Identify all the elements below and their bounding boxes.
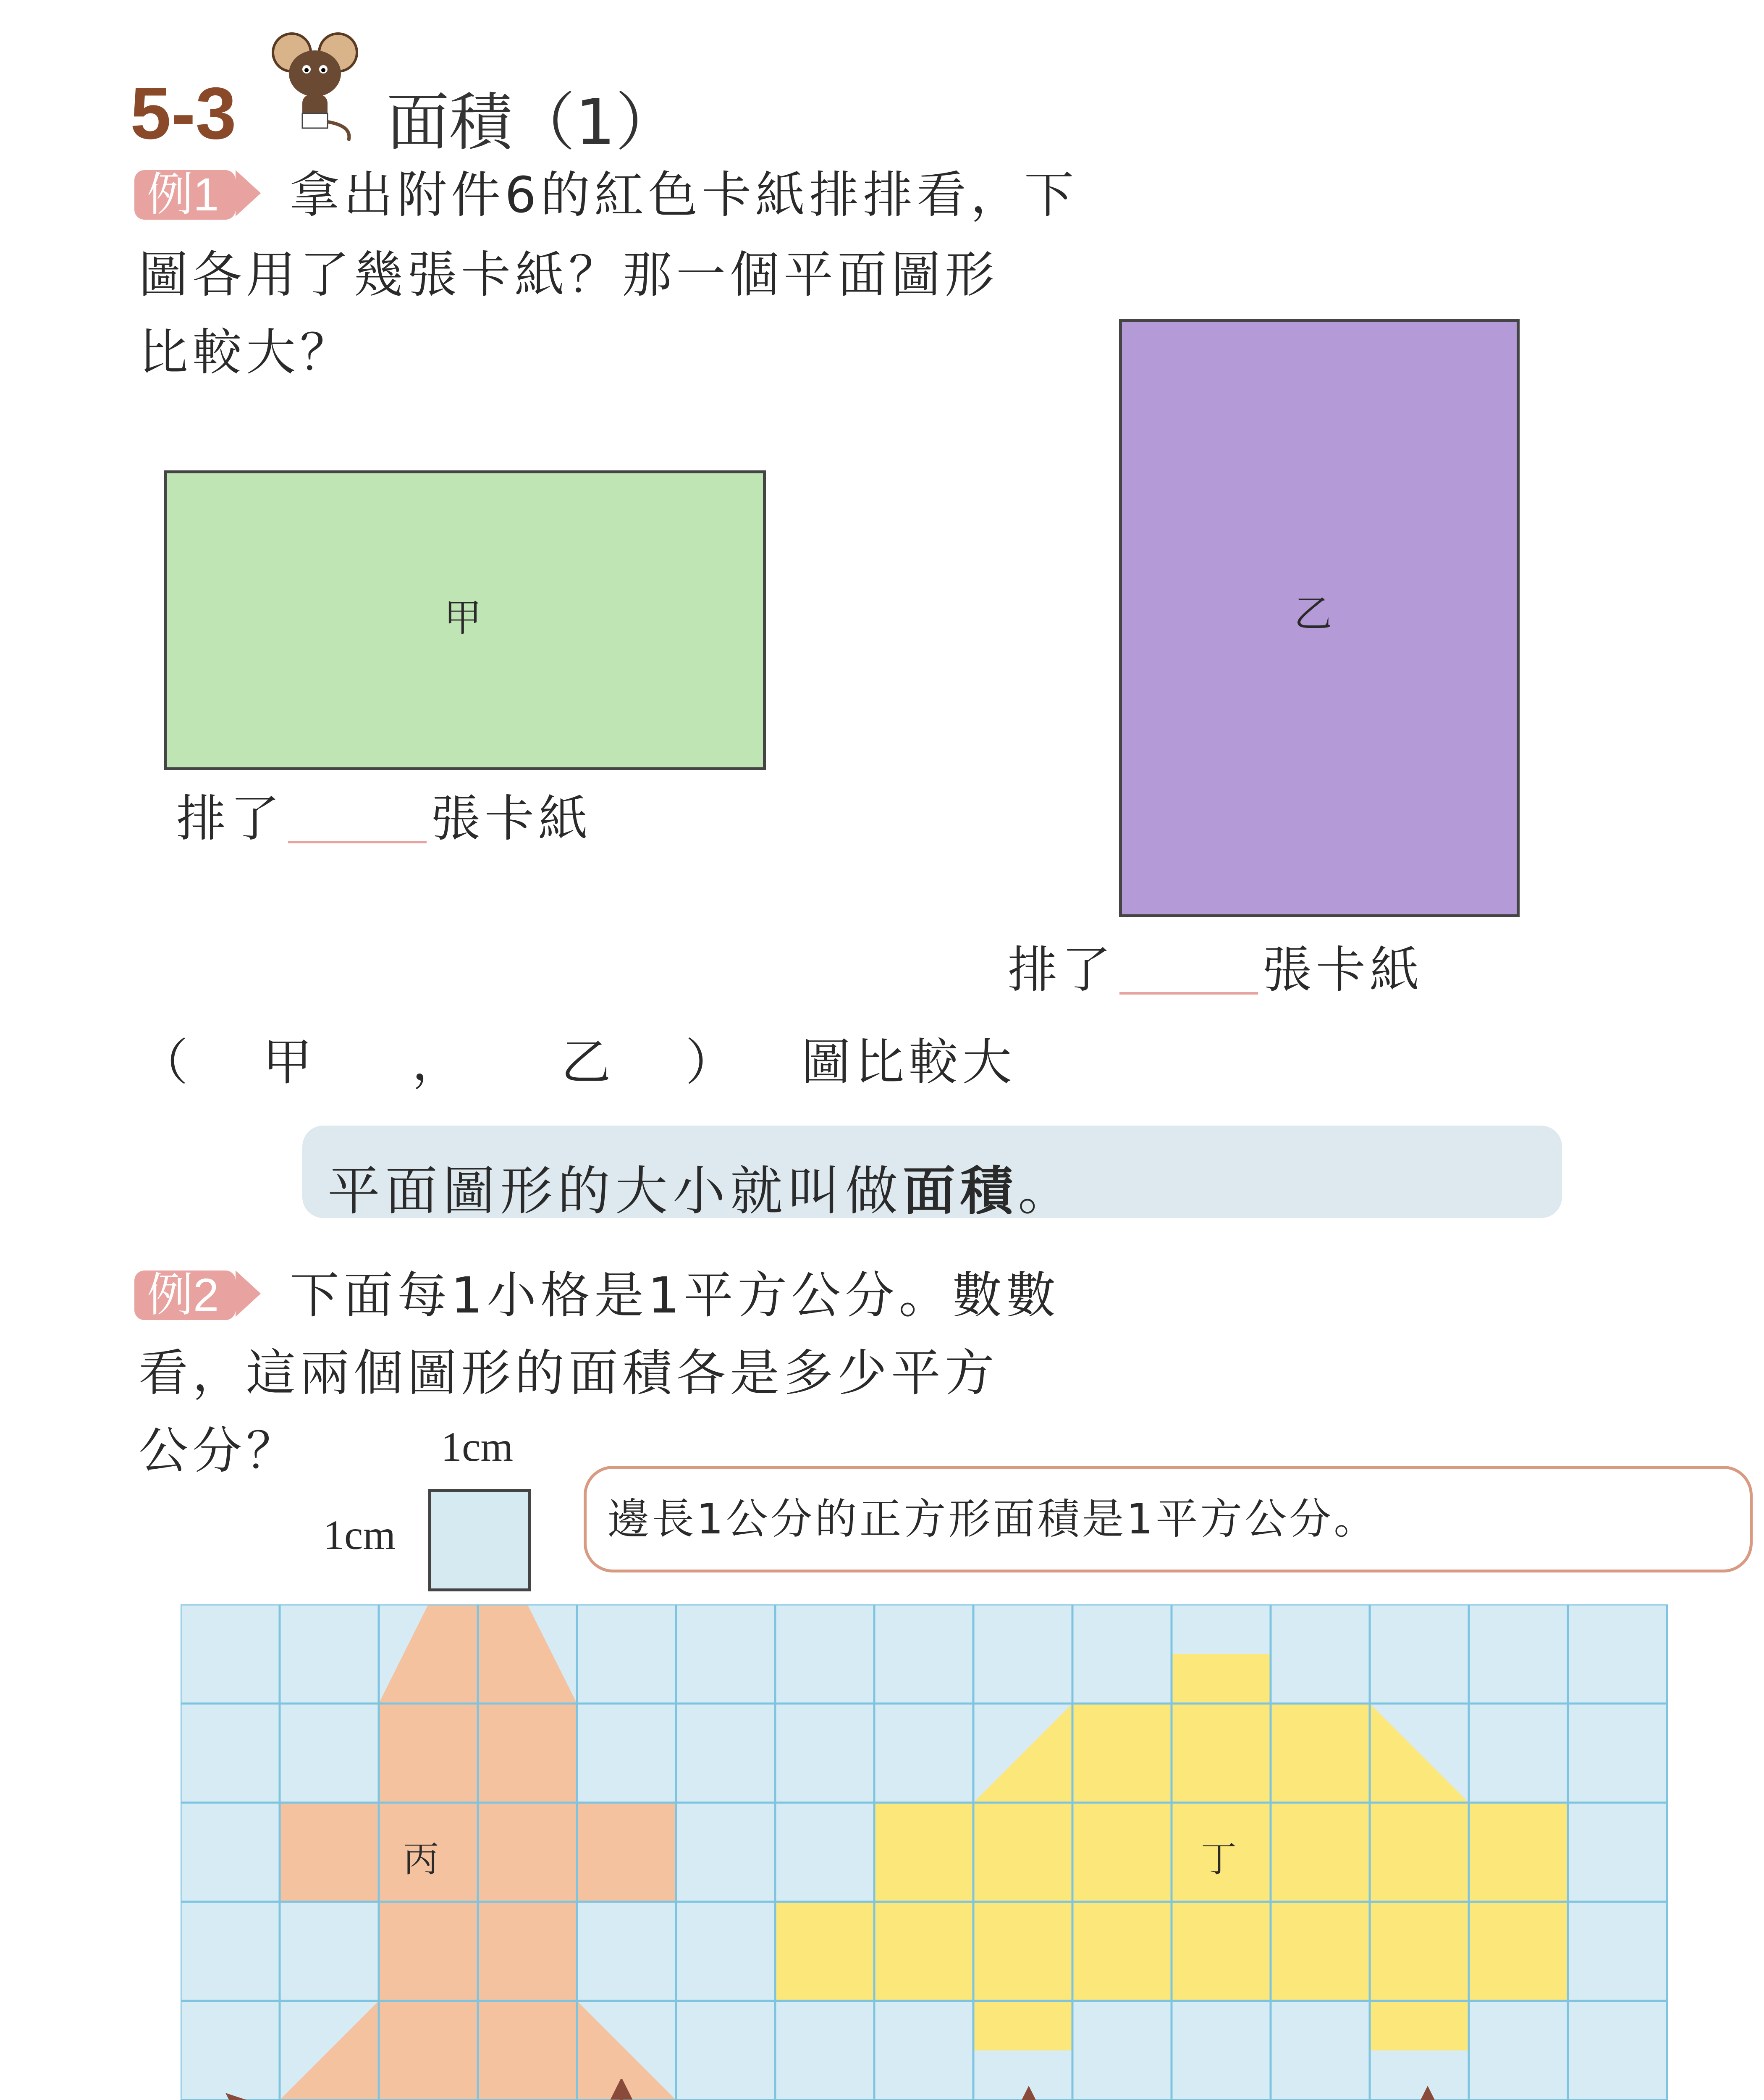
example-2-question-line-3: 公分？ — [139, 1422, 300, 1480]
section-title: 面積（1） — [386, 86, 679, 159]
shape-ding-label: 丁 — [1201, 1839, 1237, 1880]
compare-choice-line — [139, 1033, 1016, 1091]
mouse-mascot-icon — [269, 29, 361, 143]
shape-yi-rectangle — [1119, 319, 1520, 917]
ding-chimney — [1172, 1654, 1271, 1704]
example-1-question-line-3: 比較大？ — [139, 323, 354, 381]
definition-text: 平面圖形的大小就叫做面積。 — [328, 1161, 1075, 1222]
shape-jia-rectangle — [164, 470, 766, 770]
answer-yi-prefix: 排了 — [1008, 941, 1116, 999]
choice-separator: ， — [412, 1033, 466, 1091]
example-1-question-line-1: 拿出附件6的紅色卡紙排排看，下 — [290, 166, 1078, 224]
answer-jia-blank[interactable] — [288, 799, 427, 843]
shape-bing-label: 丙 — [403, 1839, 439, 1880]
example-2-tag: 例2 — [134, 1270, 236, 1320]
example-2-question-line-2: 看，這兩個圖形的面積各是多少平方 — [139, 1344, 999, 1402]
answer-yi-suffix: 張卡紙 — [1262, 941, 1424, 999]
choice-option-yi[interactable]: 乙 — [561, 1033, 615, 1091]
callout-unit-text: 邊長1公分的正方形面積是1平方公分。 — [608, 1494, 1379, 1544]
definition-keyword: 面積 — [903, 1161, 1018, 1222]
shape-yi-label: 乙 — [1294, 592, 1332, 636]
example-1-tag: 例1 — [134, 170, 236, 220]
choice-close: ） — [685, 1033, 739, 1091]
answer-yi-blank[interactable] — [1119, 950, 1258, 995]
callout-unit-definition — [584, 1466, 1753, 1572]
section-number: 5-3 — [130, 73, 236, 155]
ding-right-wheel — [1370, 2001, 1469, 2050]
answer-jia-suffix: 張卡紙 — [431, 790, 592, 848]
answer-jia-line — [176, 790, 592, 848]
unit-label-top: 1cm — [441, 1423, 514, 1470]
shape-jia-label: 甲 — [444, 596, 482, 640]
unit-label-left: 1cm — [323, 1512, 396, 1558]
choice-option-jia[interactable]: 甲 — [262, 1033, 317, 1091]
ding-left-wheel — [973, 2001, 1072, 2050]
pointer-arrows — [0, 2079, 1764, 2100]
choice-suffix: 圖比較大 — [801, 1033, 1016, 1091]
example-2-question-line-1: 下面每1小格是1平方公分。數數 — [290, 1266, 1060, 1324]
choice-open: （ — [139, 1033, 193, 1091]
example-1-question-line-2: 圖各用了幾張卡紙？那一個平面圖形 — [139, 246, 999, 304]
unit-square-sample — [428, 1489, 531, 1591]
answer-jia-prefix: 排了 — [176, 790, 284, 848]
answer-yi-line — [1008, 941, 1424, 999]
